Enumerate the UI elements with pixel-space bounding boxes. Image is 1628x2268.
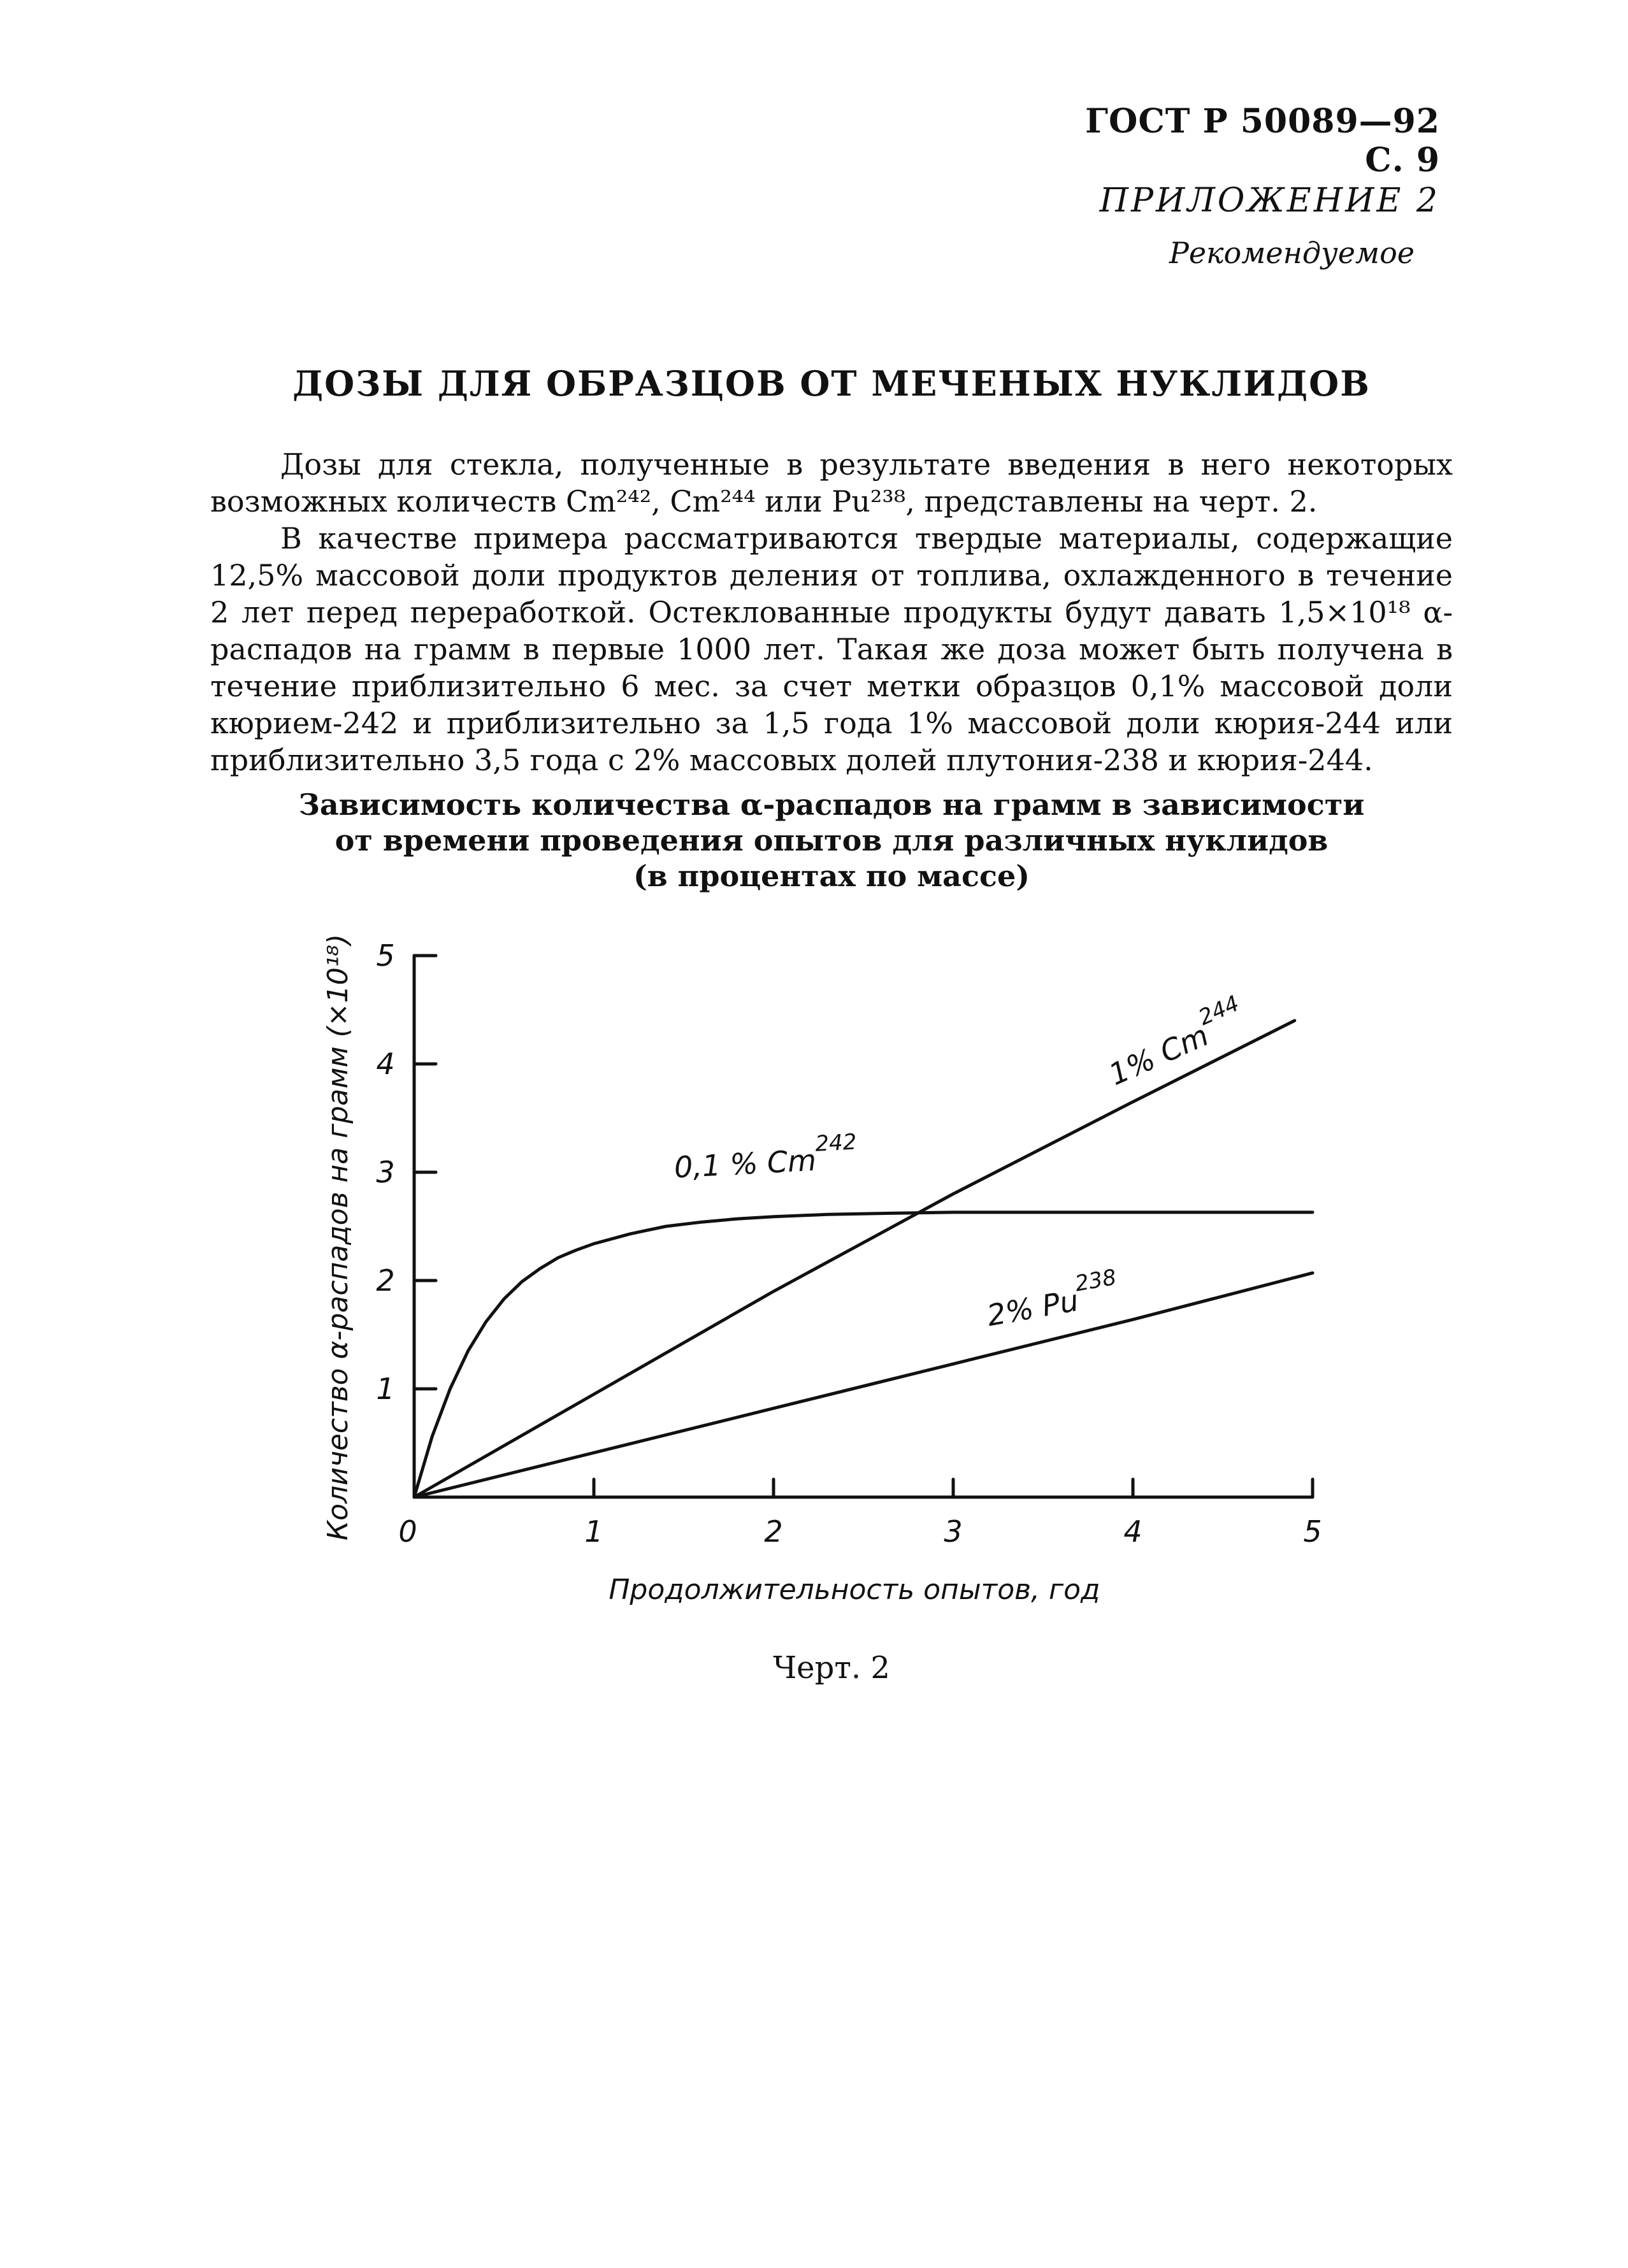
y-tick-label: 5 bbox=[376, 938, 395, 973]
series-label-text: 2% Pu bbox=[984, 1282, 1081, 1333]
chart-title-line-1: Зависимость количества α-распадов на грамм в зависимости bbox=[298, 787, 1365, 822]
series-label bbox=[983, 1265, 1122, 1333]
appendix-label: ПРИЛОЖЕНИЕ 2 bbox=[1099, 182, 1440, 220]
series-label-text: 1% Cm bbox=[1104, 1017, 1214, 1093]
series-label-superscript: 242 bbox=[814, 1129, 858, 1157]
x-tick-label: 1 bbox=[584, 1514, 603, 1549]
x-axis-label: Продолжительность опытов, год bbox=[609, 1574, 1100, 1606]
x-tick-label: 3 bbox=[944, 1514, 963, 1549]
x-tick-label: 5 bbox=[1303, 1514, 1322, 1549]
chart-series bbox=[414, 1021, 1313, 1497]
appendix-status: Рекомендуемое bbox=[1169, 236, 1415, 270]
y-tick-label: 2 bbox=[376, 1263, 395, 1298]
y-axis-label: Количество α-распадов на грамм (×10¹⁸) bbox=[322, 933, 354, 1541]
series-label-superscript: 244 bbox=[1195, 990, 1243, 1031]
series-label bbox=[1099, 991, 1251, 1092]
series-line bbox=[414, 1021, 1295, 1497]
series-label-text: 0,1 % Cm bbox=[673, 1142, 818, 1185]
y-tick-label: 1 bbox=[376, 1372, 395, 1406]
body-text bbox=[210, 446, 1453, 779]
chart-labels bbox=[673, 991, 1251, 1333]
paragraph-2: В качестве примера рассматриваются твердые материалы, содержащие 12,5% массовой доли продуктов деления от топлива, охлажденного в течение 2 лет перед переработкой. Остеклованные продукты будут давать 1,5×10¹⁸ α-распадов на грамм в первые 1000 лет. Такая же доза может быть получена в течение приблизительно 6 мес. за счет метки образцов 0,1% массовой доли кюрием-242 и приблизительно за 1,5 года 1% массовой доли кюрия-244 или приблизительно 3,5 года с 2% массовых долей плутония-238 и кюрия-244. bbox=[210, 521, 1453, 777]
series-line bbox=[414, 1273, 1313, 1497]
x-tick-label: 2 bbox=[764, 1514, 783, 1549]
x-tick-label: 0 bbox=[398, 1514, 417, 1549]
y-tick-label: 3 bbox=[376, 1155, 395, 1189]
chart-title bbox=[210, 787, 1453, 894]
series-label bbox=[673, 1130, 858, 1185]
x-tick-label: 4 bbox=[1123, 1514, 1142, 1549]
series-line bbox=[414, 1212, 1313, 1497]
chart-title-line-2: от времени проведения опытов для различных нуклидов bbox=[335, 823, 1329, 858]
document-code-header: ГОСТ Р 50089—92 С. 9 bbox=[1085, 102, 1440, 180]
document-title: ДОЗЫ ДЛЯ ОБРАЗЦОВ ОТ МЕЧЕНЫХ НУКЛИДОВ bbox=[292, 363, 1371, 404]
figure-caption: Черт. 2 bbox=[773, 1650, 890, 1686]
line-chart bbox=[287, 905, 1370, 1618]
series-label-superscript: 238 bbox=[1073, 1264, 1118, 1297]
y-tick-label: 4 bbox=[376, 1047, 395, 1081]
paragraph-1: Дозы для стекла, полученные в результате введения в него некоторых возможных количеств Cm²⁴², Cm²⁴⁴ или Pu²³⁸, представлены на черт. 2. bbox=[210, 447, 1453, 519]
chart-title-line-3: (в процентах по массе) bbox=[633, 859, 1030, 893]
